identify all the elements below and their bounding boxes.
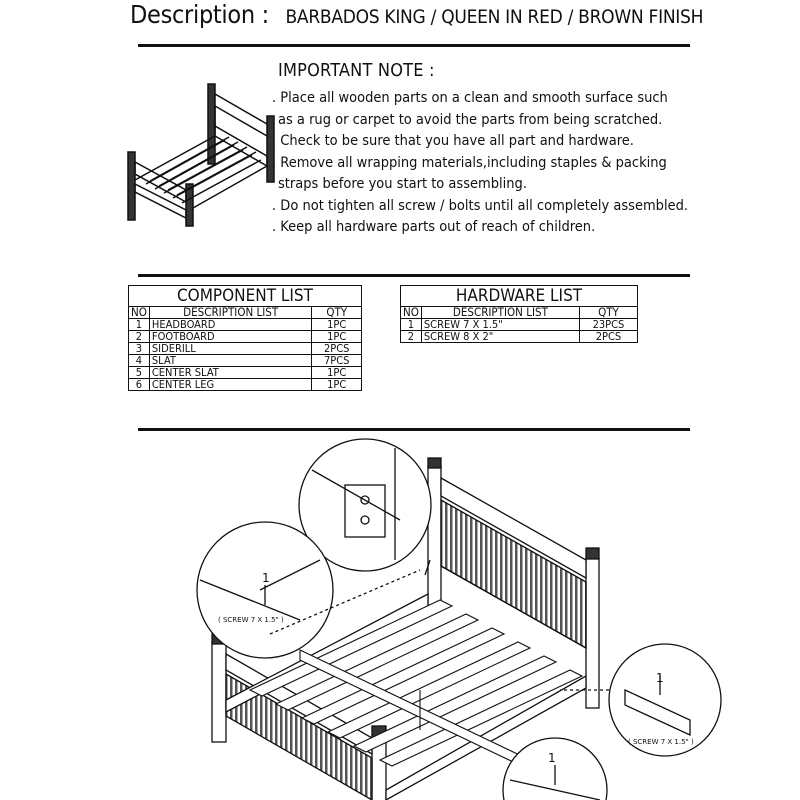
row-qty: 7PCS — [312, 355, 362, 367]
assembly-diagram — [0, 432, 800, 800]
divider-middle — [138, 274, 690, 277]
row-no: 5 — [129, 367, 150, 379]
row-no: 2 — [401, 331, 422, 343]
callout-left — [197, 522, 333, 658]
note-line: straps before you start to assembling. — [278, 176, 527, 192]
table-row — [129, 343, 362, 355]
table-row — [401, 331, 638, 343]
title-value: BARBADOS KING / QUEEN IN RED / BROWN FINISH — [285, 6, 704, 28]
bed-thumbnail — [122, 80, 282, 230]
note-line: . Do not tighten all screw / bolts until all completely assembled. — [272, 197, 689, 214]
column-header: NO — [401, 307, 422, 319]
row-desc: SCREW 8 X 2" — [421, 331, 579, 343]
callout-bottom-number: 1 — [548, 751, 556, 765]
document-title — [130, 0, 703, 29]
component-list-table — [128, 285, 362, 391]
row-no: 1 — [129, 319, 150, 331]
important-note-list — [272, 88, 702, 239]
hardware-list-table — [400, 285, 638, 343]
callout-left-label: ( SCREW 7 X 1.5" ) — [218, 616, 284, 624]
table-row — [129, 379, 362, 391]
row-desc: FOOTBOARD — [149, 331, 312, 343]
important-note-heading: IMPORTANT NOTE : — [278, 60, 435, 81]
column-header: QTY — [312, 307, 362, 319]
row-qty: 23PCS — [579, 319, 637, 331]
column-header: NO — [129, 307, 150, 319]
column-header: DESCRIPTION LIST — [421, 307, 579, 319]
row-desc: HEADBOARD — [149, 319, 312, 331]
row-no: 3 — [129, 343, 150, 355]
row-desc: SCREW 7 X 1.5" — [421, 319, 579, 331]
row-desc: CENTER LEG — [149, 379, 312, 391]
row-no: 2 — [129, 331, 150, 343]
callout-right-number: 1 — [656, 671, 664, 685]
note-line: . Check to be sure that you have all part and hardware. — [272, 133, 634, 149]
divider-bottom — [138, 428, 690, 431]
row-desc: CENTER SLAT — [149, 367, 312, 379]
note-line: . Keep all hardware parts out of reach of children. — [272, 219, 596, 235]
note-line: . Place all wooden parts on a clean and smooth surface such — [272, 90, 668, 106]
table-row — [129, 367, 362, 379]
table-row — [129, 331, 362, 343]
row-qty: 1PC — [312, 379, 362, 391]
callout-right-label: ( SCREW 7 X 1.5" ) — [628, 738, 694, 746]
row-qty: 2PCS — [312, 343, 362, 355]
row-no: 4 — [129, 355, 150, 367]
row-qty: 1PC — [312, 331, 362, 343]
hardware-list-title: HARDWARE LIST — [401, 286, 638, 307]
row-no: 6 — [129, 379, 150, 391]
table-row — [401, 319, 638, 331]
note-line: . Remove all wrapping materials,including staples & packing — [272, 154, 667, 171]
row-desc: SLAT — [149, 355, 312, 367]
component-list-title: COMPONENT LIST — [129, 286, 362, 307]
row-qty: 1PC — [312, 367, 362, 379]
callout-bottom — [503, 738, 607, 800]
row-qty: 1PC — [312, 319, 362, 331]
row-desc: SIDERILL — [149, 343, 312, 355]
row-no: 1 — [401, 319, 422, 331]
table-row — [129, 319, 362, 331]
column-header: QTY — [579, 307, 637, 319]
table-row — [129, 355, 362, 367]
callout-left-number: 1 — [262, 571, 270, 585]
divider-top — [138, 44, 690, 47]
note-line: as a rug or carpet to avoid the parts from being scratched. — [278, 111, 663, 128]
column-header: DESCRIPTION LIST — [149, 307, 312, 319]
title-label: Description : — [130, 0, 269, 29]
row-qty: 2PCS — [579, 331, 637, 343]
